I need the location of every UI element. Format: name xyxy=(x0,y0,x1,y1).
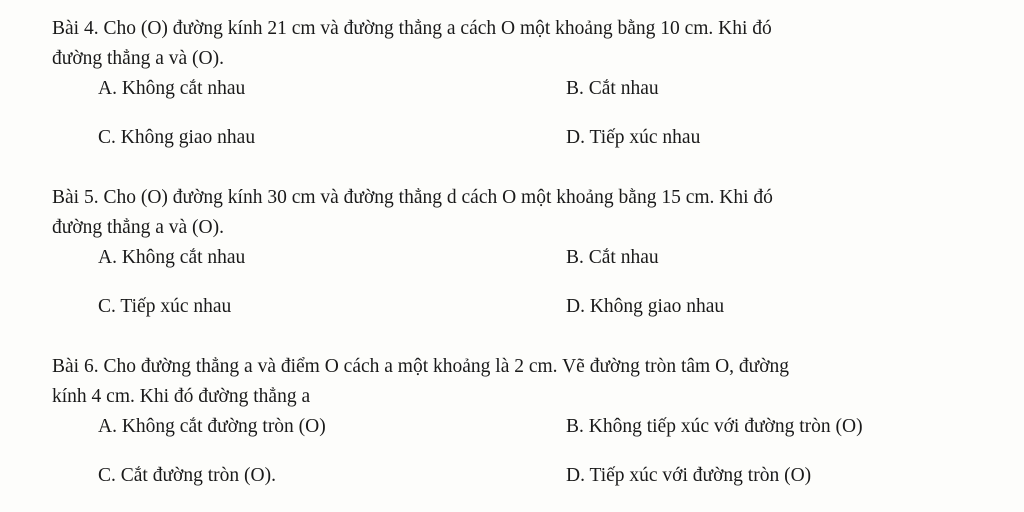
problem-5-option-c: C. Tiếp xúc nhau xyxy=(98,296,232,317)
problem-6-option-a: A. Không cắt đường tròn (O) xyxy=(98,416,326,437)
problem-6-option-d: D. Tiếp xúc với đường tròn (O) xyxy=(566,465,812,486)
problem-5-options xyxy=(52,243,1024,343)
problem-5-statement xyxy=(52,183,1024,243)
problem-5-line-2: đường thẳng a và (O). xyxy=(52,217,224,238)
problem-4-statement xyxy=(52,14,1024,74)
problem-5-option-a: A. Không cắt nhau xyxy=(98,247,246,268)
problem-4-option-b: B. Cắt nhau xyxy=(566,78,659,99)
problem-5-line-1: Bài 5. Cho (O) đường kính 30 cm và đường thẳng d cách O một khoảng bằng 15 cm. Khi đó xyxy=(52,187,773,208)
problem-4 xyxy=(52,14,1024,174)
problem-6-line-1: Bài 6. Cho đường thẳng a và điểm O cách a một khoảng là 2 cm. Vẽ đường tròn tâm O, đường xyxy=(52,356,790,377)
problem-6 xyxy=(52,352,1024,512)
problem-5-option-d: D. Không giao nhau xyxy=(566,296,725,317)
problem-6-option-c: C. Cắt đường tròn (O). xyxy=(98,465,276,486)
problem-5 xyxy=(52,183,1024,343)
problem-6-statement xyxy=(52,352,1024,412)
problem-4-option-a: A. Không cắt nhau xyxy=(98,78,246,99)
problem-4-option-d: D. Tiếp xúc nhau xyxy=(566,127,701,148)
problem-4-line-1: Bài 4. Cho (O) đường kính 21 cm và đường thẳng a cách O một khoảng bằng 10 cm. Khi đó xyxy=(52,18,772,39)
problem-4-option-c: C. Không giao nhau xyxy=(98,127,256,148)
problem-4-line-2: đường thẳng a và (O). xyxy=(52,48,224,69)
problem-6-options xyxy=(52,412,1024,512)
problem-5-option-b: B. Cắt nhau xyxy=(566,247,659,268)
problem-4-options xyxy=(52,74,1024,174)
problem-6-option-b: B. Không tiếp xúc với đường tròn (O) xyxy=(566,416,863,437)
problem-6-line-2: kính 4 cm. Khi đó đường thẳng a xyxy=(52,386,311,407)
